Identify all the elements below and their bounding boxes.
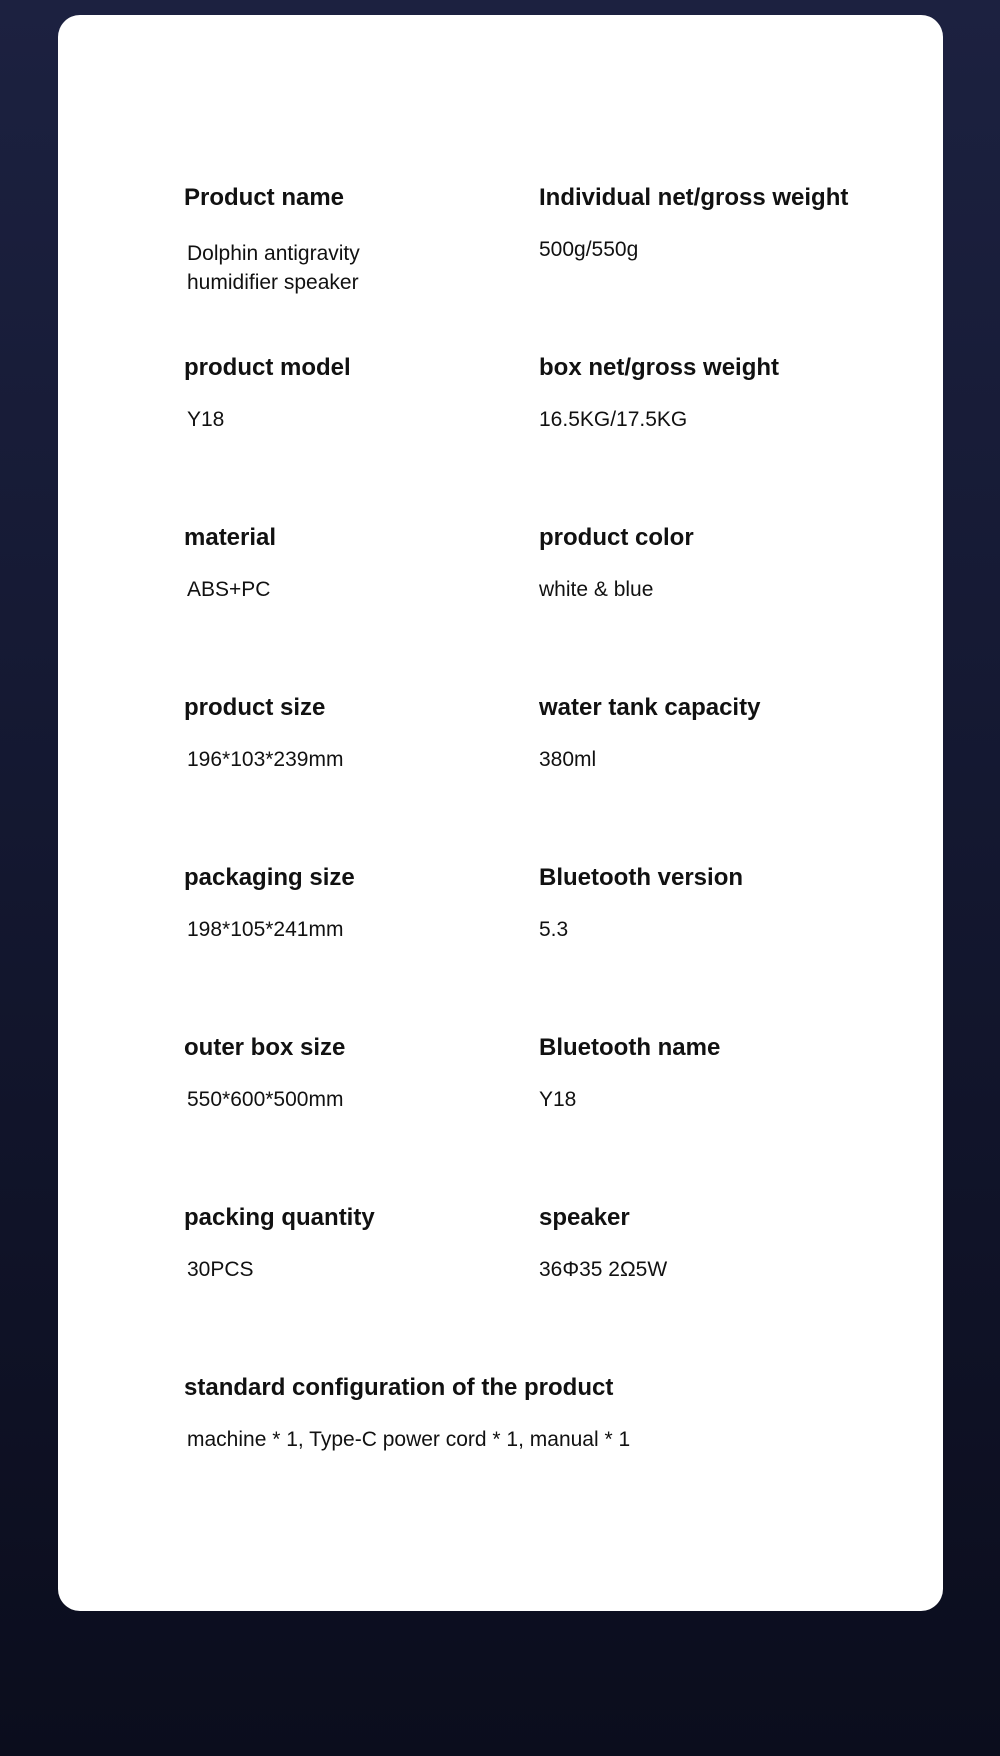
spec-label: standard configuration of the product bbox=[184, 1374, 614, 1401]
spec-speaker bbox=[539, 1203, 919, 1284]
spec-value: Y18 bbox=[187, 408, 225, 431]
spec-product-model bbox=[184, 353, 564, 434]
spec-label: speaker bbox=[539, 1204, 630, 1231]
spec-packing-quantity bbox=[184, 1203, 564, 1284]
spec-value: 5.3 bbox=[539, 918, 569, 941]
spec-value: 30PCS bbox=[187, 1258, 254, 1281]
spec-product-color bbox=[539, 523, 919, 604]
spec-product-name bbox=[184, 183, 564, 297]
spec-label: material bbox=[184, 524, 277, 551]
spec-label: outer box size bbox=[184, 1034, 346, 1061]
spec-label: box net/gross weight bbox=[539, 354, 780, 381]
spec-label: Individual net/gross weight bbox=[539, 184, 849, 211]
spec-value: Y18 bbox=[539, 1088, 577, 1111]
spec-value: 550*600*500mm bbox=[187, 1088, 344, 1111]
spec-bluetooth-name bbox=[539, 1033, 919, 1114]
spec-value: ABS+PC bbox=[187, 578, 271, 601]
spec-value: 380ml bbox=[539, 748, 597, 771]
spec-label: Product name bbox=[184, 184, 345, 211]
spec-product-size bbox=[184, 693, 564, 774]
spec-label: packing quantity bbox=[184, 1204, 375, 1231]
spec-value: 500g/550g bbox=[539, 238, 639, 261]
spec-label: product model bbox=[184, 354, 351, 381]
spec-value: Dolphin antigravity humidifier speaker bbox=[187, 242, 360, 294]
spec-label: water tank capacity bbox=[539, 694, 761, 721]
spec-individual-weight bbox=[539, 183, 919, 264]
spec-box-weight bbox=[539, 353, 919, 434]
spec-material bbox=[184, 523, 564, 604]
spec-value: white & blue bbox=[539, 578, 654, 601]
spec-water-tank bbox=[539, 693, 919, 774]
spec-bluetooth-version bbox=[539, 863, 919, 944]
spec-value: machine * 1, Type-C power cord * 1, manual * 1 bbox=[187, 1428, 631, 1451]
spec-value: 198*105*241mm bbox=[187, 918, 344, 941]
spec-label: product size bbox=[184, 694, 326, 721]
spec-standard-configuration bbox=[184, 1373, 884, 1454]
spec-value: 36Φ35 2Ω5W bbox=[539, 1258, 668, 1281]
spec-card bbox=[58, 15, 943, 1611]
spec-label: Bluetooth name bbox=[539, 1034, 721, 1061]
spec-label: product color bbox=[539, 524, 694, 551]
spec-label: Bluetooth version bbox=[539, 864, 744, 891]
spec-label: packaging size bbox=[184, 864, 355, 891]
spec-outer-box-size bbox=[184, 1033, 564, 1114]
spec-value: 16.5KG/17.5KG bbox=[539, 408, 688, 431]
spec-value: 196*103*239mm bbox=[187, 748, 344, 771]
spec-packaging-size bbox=[184, 863, 564, 944]
